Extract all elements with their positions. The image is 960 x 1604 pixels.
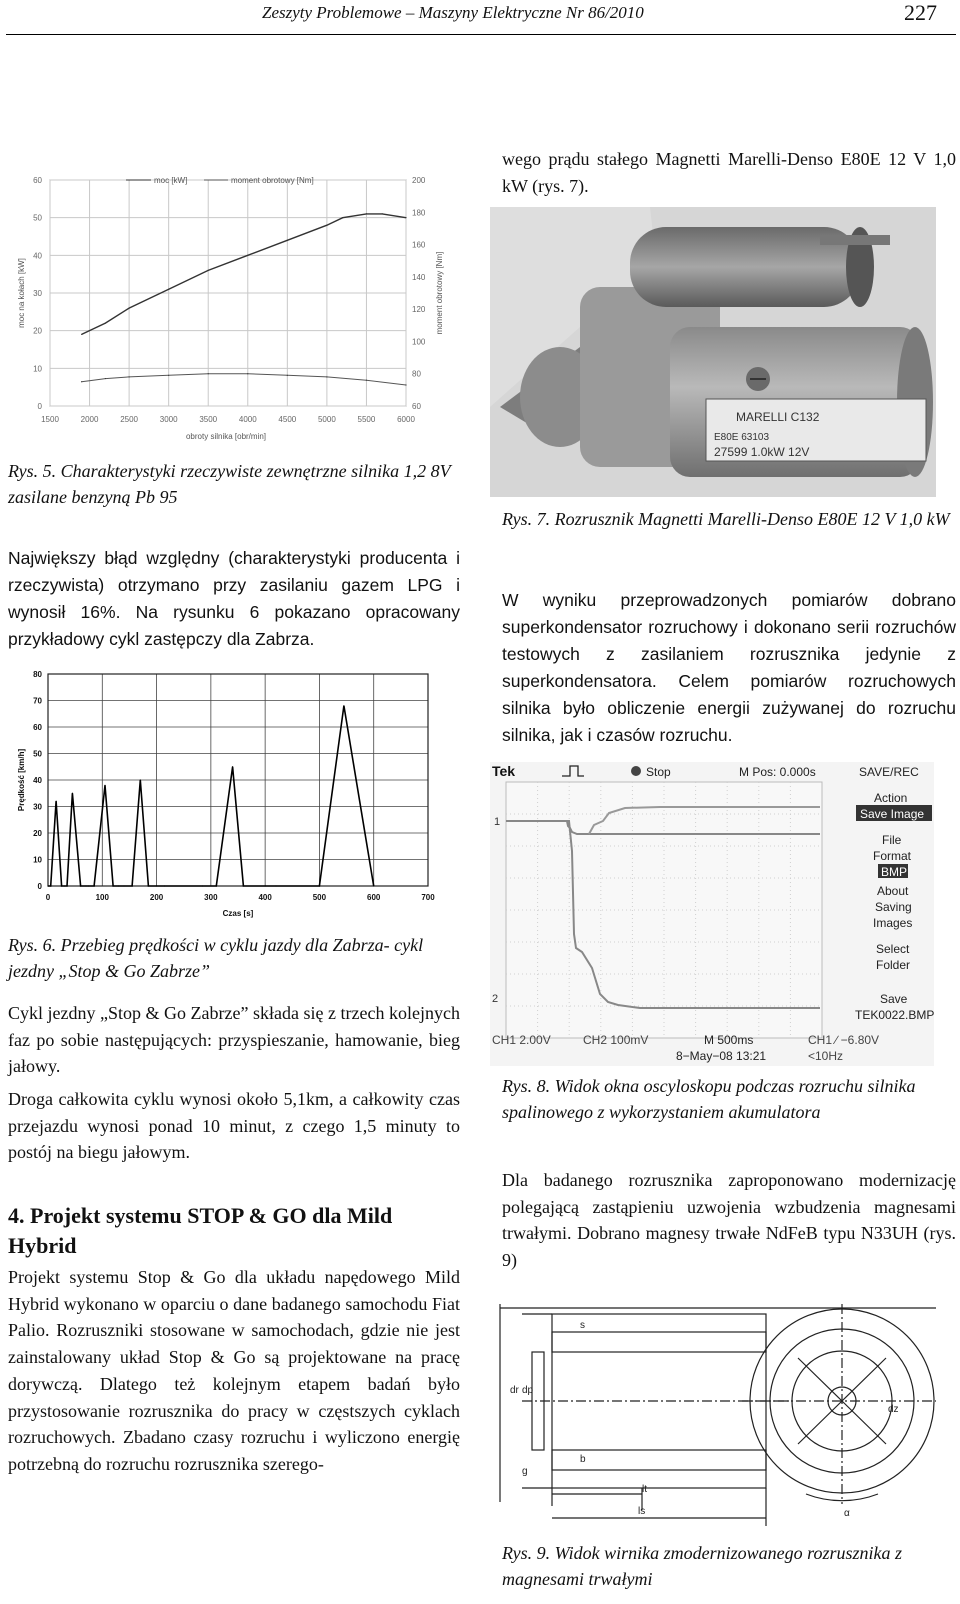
menu-about[interactable]: About	[877, 884, 909, 898]
fig5-yleft-tick: 50	[33, 213, 42, 223]
fig5-point	[129, 376, 130, 377]
fig6-caption: Rys. 6. Przebieg prędkości w cyklu jazdy dla Zabrza- cykl jezdny „Stop & Go Zabrze”	[8, 935, 424, 981]
fig6-point	[319, 885, 320, 886]
fig5-chart	[6, 148, 458, 448]
fig6-point	[66, 885, 67, 886]
fig6-point	[275, 885, 276, 886]
fig6-point	[343, 705, 344, 706]
fig6-point	[265, 885, 266, 886]
fig5-yleft-tick: 20	[33, 326, 42, 336]
fig6-point	[243, 885, 244, 886]
right-paragraph-2: W wyniku przeprowadzonych pomiarów dobrano superkondensator rozruchowy i dokonano serii rozruchów testowych z zasilaniem rozrusznika jedynie z superkondensatora. Celem pomiarów rozruchowych silnika było obliczenie energii zużywanej do rozruchu silnika, jak i czasów rozruchu.	[502, 589, 956, 745]
fig6-point	[148, 885, 149, 886]
oscilloscope-screen	[490, 762, 934, 1066]
fig6-point	[156, 885, 157, 886]
fig5-point	[81, 334, 82, 335]
fig6-point	[216, 885, 217, 886]
menu-save[interactable]: Save	[880, 992, 908, 1006]
fig6-point	[164, 885, 165, 886]
fig6-point	[50, 885, 51, 886]
fig6-point	[113, 885, 114, 886]
fig5-yright-tick: 60	[412, 402, 421, 411]
fig5-ylabel-right: moment obrotowy [Nm]	[435, 251, 444, 335]
left-paragraph-4: Projekt systemu Stop & Go dla układu napędowego Mild Hybrid wykonano w oparciu o dane badanego samochodu Fiat Palio. Rozruszniki stosowane w samochodach, gdzie nie jest zainstalowany układ Stop & Go są projektowane na pracę dorywczą. Dlatego też kolejnym etapem badań było przystosowanie rozrusznika do pracy w częstszych cyklach rozruchowych. Zbadano czasy rozruchu i wyliczono energię potrzebną do rozruchu rozrusznika szerego-	[8, 1267, 460, 1474]
fig5-x-tick: 1500	[41, 415, 59, 424]
fig5-series-line	[82, 374, 406, 385]
fig5-x-tick: 2000	[80, 415, 99, 424]
fig8-caption: Rys. 8. Widok okna oscyloskopu podczas rozruchu silnika spalinowego z wykorzystaniem akumulatora	[502, 1076, 916, 1122]
fig5-series-line	[82, 214, 406, 335]
fig5-point	[208, 270, 209, 271]
fig6-point	[232, 766, 233, 767]
label-b: b	[580, 1454, 586, 1465]
fig5-point	[326, 376, 327, 377]
fig5-point	[105, 323, 106, 324]
fig5-point	[208, 373, 209, 374]
fig6-point	[118, 885, 119, 886]
time-scale: M 500ms	[704, 1033, 754, 1047]
fig6-point	[61, 885, 62, 886]
fig5-ylabel-left: moc na kołach [kW]	[17, 258, 26, 328]
ch1-scale: CH1 2.00V	[492, 1033, 551, 1047]
fig6-y-tick: 50	[33, 749, 42, 759]
fig5-yright-tick: 140	[412, 272, 426, 282]
fig6-point	[80, 885, 81, 886]
ch2-scale: CH2 100mV	[583, 1033, 649, 1047]
fig5-x-tick: 3000	[159, 415, 178, 424]
fig8-oscilloscope	[490, 762, 934, 1066]
menu-images[interactable]: Images	[873, 916, 913, 930]
fig5-yright-tick: 80	[412, 369, 421, 379]
fig5-point	[247, 373, 248, 374]
fig5-legend-1: moc [kW]	[154, 176, 188, 185]
fig6-point	[72, 793, 73, 794]
fig5-xlabel: obroty silnika [obr/min]	[185, 432, 267, 441]
trigger-frequency: <10Hz	[808, 1049, 844, 1063]
left-paragraph-3: Droga całkowita cyklu wynosi około 5,1km, a całkowity czas przejazdu wynosi ponad 10 minut, z czego 1,5 minuty to postój na biegu jałowym.	[8, 1089, 460, 1163]
menu-file-format-1[interactable]: File	[882, 833, 902, 847]
fig7-caption: Rys. 7. Rozrusznik Magnetti Marelli-Denso E80E 12 V 1,0 kW	[502, 509, 950, 529]
header-rule	[6, 34, 956, 35]
fig6-y-tick: 70	[33, 696, 42, 706]
channel-1-marker: 1	[494, 816, 501, 828]
label-g: g	[522, 1466, 528, 1477]
fig6-y-tick: 10	[33, 855, 42, 865]
menu-action[interactable]: Action	[874, 791, 908, 805]
fig9-rotor-drawing	[492, 1294, 938, 1526]
fig5-point	[129, 307, 130, 308]
nameplate-line-2: E80E 63103	[714, 432, 770, 443]
stop-label: Stop	[646, 765, 671, 779]
journal-title: Zeszyty Problemowe – Maszyny Elektryczne Nr 86/2010	[262, 3, 644, 22]
fig5-x-tick: 4000	[238, 415, 257, 424]
label-lt: lt	[642, 1484, 647, 1495]
fig5-point	[287, 240, 288, 241]
fig5-svg	[6, 148, 458, 448]
fig5-yleft-tick: 10	[33, 364, 42, 374]
fig6-chart	[14, 668, 444, 920]
save-rec-label: SAVE/REC	[859, 765, 919, 779]
fig6-x-tick: 200	[149, 893, 164, 902]
fig6-point	[132, 885, 133, 886]
fig5-point	[168, 375, 169, 376]
fig5-point	[247, 255, 248, 256]
stop-indicator-icon	[631, 766, 641, 776]
fig5-point	[366, 213, 367, 214]
fig6-point	[140, 779, 141, 780]
fig5-caption: Rys. 5. Charakterystyki rzeczywiste zewnętrzne silnika 1,2 8V zasilane benzyną Pb 95	[8, 461, 451, 507]
fig5-x-tick: 5000	[317, 415, 336, 424]
label-dz: dz	[888, 1404, 899, 1415]
fig6-x-tick: 600	[367, 893, 381, 902]
fig6-point	[47, 885, 48, 886]
right-paragraph-3: Dla badanego rozrusznika zaproponowano modernizację polegającą zastąpieniu uzwojenia wzbudzenia magnesami trwałymi. Dobrano magnesy trwałe NdFeB typu N33UH (rys. 9)	[502, 1170, 956, 1271]
label-dr: dr	[510, 1385, 519, 1396]
label-s: s	[580, 1320, 585, 1331]
fig5-point	[405, 384, 406, 385]
fig5-x-tick: 4500	[278, 415, 297, 424]
fig5-point	[326, 225, 327, 226]
fig5-x-tick: 6000	[397, 415, 415, 424]
fig5-yright-tick: 200	[412, 176, 426, 185]
fig5-point	[366, 380, 367, 381]
fig6-y-tick: 80	[33, 670, 42, 679]
channel-2-marker: 2	[492, 993, 499, 1005]
fig5-yright-tick: 180	[412, 208, 426, 218]
fig5-point	[168, 289, 169, 290]
fig6-point	[202, 885, 203, 886]
menu-select[interactable]: Select	[876, 942, 910, 956]
fig6-y-tick: 30	[33, 802, 42, 812]
nameplate-line-3: 27599 1.0kW 12V	[714, 445, 810, 459]
tek-logo: Tek	[492, 763, 516, 779]
fig6-y-tick: 60	[33, 723, 42, 732]
fig5-x-tick: 3500	[199, 415, 218, 424]
fig6-point	[373, 885, 374, 886]
rotor-drawing-svg	[492, 1294, 938, 1526]
fig5-point	[342, 217, 343, 218]
fig6-x-tick: 700	[421, 893, 435, 902]
fig5-point	[105, 378, 106, 379]
fig6-point	[88, 885, 89, 886]
fig6-x-tick: 100	[95, 893, 109, 902]
menu-bmp[interactable]: BMP	[881, 865, 908, 879]
fig6-point	[104, 785, 105, 786]
fig6-y-tick: 0	[37, 882, 42, 891]
fig5-point	[405, 217, 406, 218]
menu-filename: TEK0022.BMP	[855, 1008, 934, 1022]
fig9-caption: Rys. 9. Widok wirnika zmodernizowanego rozrusznika z magnesami trwałymi	[502, 1543, 903, 1589]
date-time: 8−May−08 13:21	[676, 1049, 767, 1063]
fig5-yleft-tick: 40	[33, 251, 42, 261]
fig6-point	[64, 885, 65, 886]
mpos-label: M Pos: 0.000s	[739, 765, 816, 779]
menu-saving[interactable]: Saving	[875, 900, 912, 914]
section-heading: 4. Projekt systemu STOP & GO dla Mild Hybrid	[8, 1203, 393, 1258]
fig5-yright-tick: 100	[412, 337, 426, 347]
menu-file-format-2[interactable]: Format	[873, 849, 912, 863]
fig6-x-tick: 300	[204, 893, 218, 902]
menu-folder[interactable]: Folder	[876, 958, 911, 972]
fig6-y-tick: 20	[33, 829, 42, 838]
left-paragraph-1: Największy błąd względny (charakterystyki producenta i rzeczywista) otrzymano przy zasilaniu gazem LPG i wynosił 16%. Na rysunku 6 pokazano opracowany przykładowy cykl zastępczy dla Zabrza.	[8, 547, 460, 649]
fig5-yleft-tick: 30	[33, 289, 42, 298]
fig6-y-tick: 40	[33, 776, 42, 785]
page-number: 227	[904, 0, 937, 25]
fig6-x-tick: 400	[258, 893, 272, 902]
fig5-yleft-tick: 60	[33, 176, 42, 185]
right-paragraph-1: wego prądu stałego Magnetti Marelli-Denso E80E 12 V 1,0 kW (rys. 7).	[502, 149, 956, 196]
fig6-x-tick: 0	[45, 893, 51, 902]
fig7-photo	[490, 207, 936, 497]
fig6-ylabel: Prędkość [km/h]	[17, 748, 26, 812]
fig5-yright-tick: 160	[412, 240, 426, 250]
fig5-point	[287, 375, 288, 376]
fig5-x-tick: 2500	[120, 415, 139, 424]
label-dp: dp	[522, 1385, 534, 1396]
fig5-point	[81, 381, 82, 382]
left-paragraph-2: Cykl jezdny „Stop & Go Zabrze” składa się z trzech kolejnych faz po sobie następujących: przyspieszanie, hamowanie, bieg jałowy.	[8, 1003, 460, 1077]
fig5-yleft-tick: 0	[37, 402, 42, 411]
fig6-point	[56, 801, 57, 802]
ch1-trigger: CH1 ∕ −6.80V	[808, 1033, 880, 1047]
page-header	[0, 0, 960, 30]
fig6-point	[85, 885, 86, 886]
fig6-x-tick: 500	[312, 893, 327, 902]
fig5-yright-tick: 120	[412, 305, 426, 315]
fig6-point	[123, 885, 124, 886]
nameplate-line-1: MARELLI C132	[736, 410, 820, 424]
fig5-x-tick: 5500	[357, 415, 376, 424]
label-alpha: α	[844, 1508, 850, 1519]
fig6-point	[94, 885, 95, 886]
fig5-point	[382, 213, 383, 214]
fig6-xlabel: Czas [s]	[222, 909, 254, 918]
menu-save-image[interactable]: Save Image	[860, 807, 925, 821]
starter-motor-illustration	[490, 207, 936, 497]
fig6-svg	[14, 668, 444, 920]
fig5-legend-2: moment obrotowy [Nm]	[231, 176, 314, 185]
label-ls: ls	[638, 1506, 646, 1517]
